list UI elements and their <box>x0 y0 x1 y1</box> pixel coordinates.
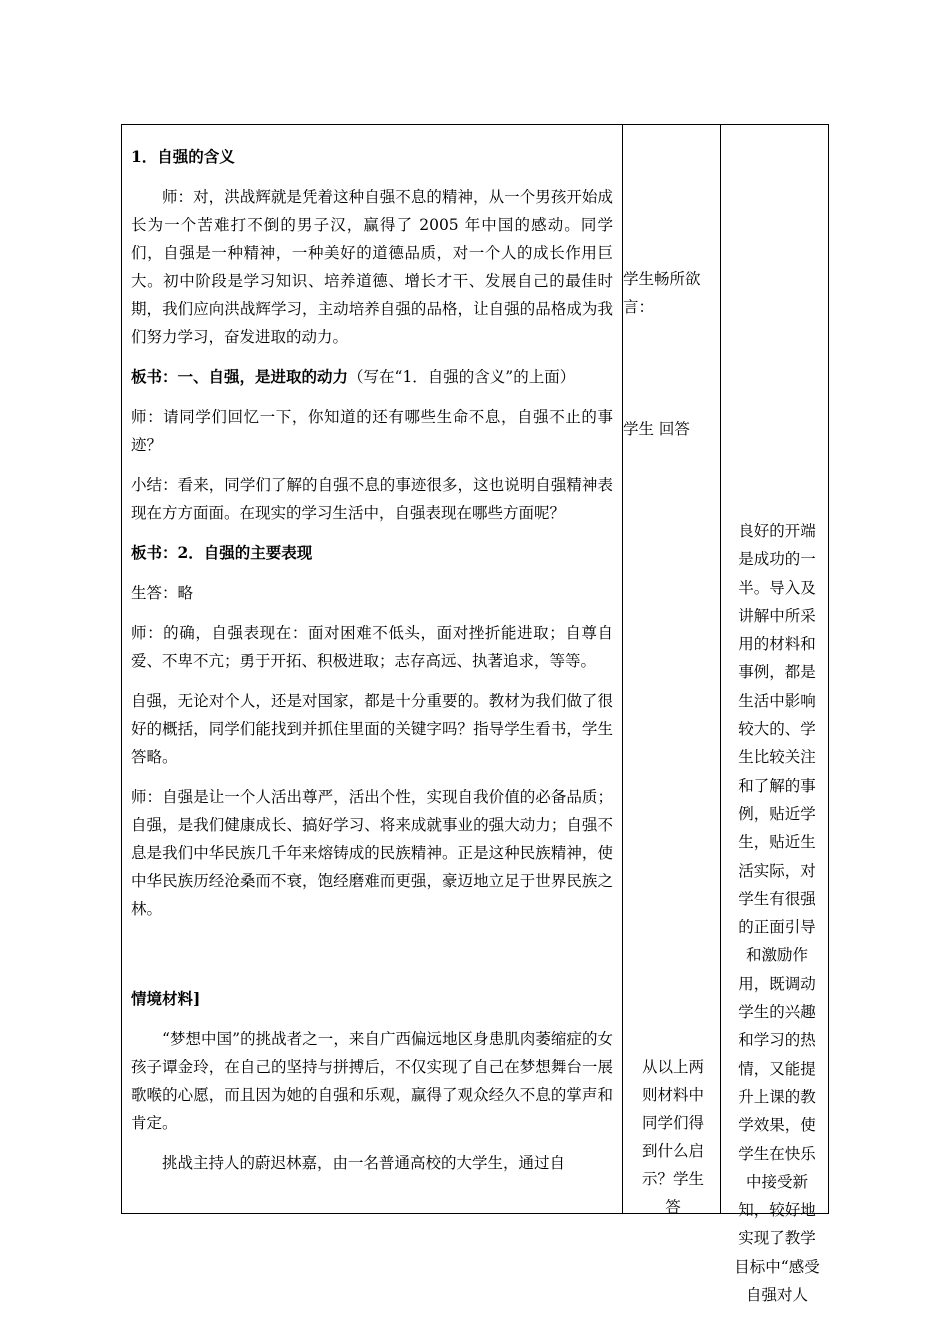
material-paragraph-2: 挑战主持人的蔚迟林嘉，由一名普通高校的大学生，通过自 <box>162 1154 566 1172</box>
board-note-1 <box>131 363 613 391</box>
section-heading-material: 情境材料] <box>131 989 201 1008</box>
summary-paragraph: 小结：看来，同学们了解的自强不息的事迹很多，这也说明自强精神表现在方方面面。在现实的学习生活中，自强表现在哪些方面呢？ <box>131 476 613 522</box>
teacher-question: 师：请同学们回忆一下，你知道的还有哪些生命不息，自强不止的事迹？ <box>131 408 613 454</box>
material-paragraph-1: “梦想中国”的挑战者之一，来自广西偏远地区身患肌肉萎缩症的女孩子谭金玲，在自己的坚持与拼搏后，不仅实现了自己在梦想舞台一展歌喉的心愿，而且因为她的自强和乐观，赢得了观众经久不息的掌声和肯定。 <box>131 1030 613 1132</box>
board-note-1-rest: （写在“1．自强的含义”的上面） <box>348 368 576 386</box>
lesson-table <box>121 124 829 1305</box>
student-note-1: 学生畅所欲言： <box>623 270 701 316</box>
teacher-paragraph-3: 师：自强是让一个人活出尊严，活出个性，实现自我价值的必备品质；自强，是我们健康成长、搞好学习、将来成就事业的强大动力；自强不息是我们中华民族几千年来熔铸成的民族精神。正是这种民族精神，使中华民族历经沧桑而不衰，饱经磨难而更强，豪迈地立足于世界民族之林。 <box>131 788 613 918</box>
main-column <box>131 143 613 1177</box>
board-note-2: 板书：2．自强的主要表现 <box>131 543 313 562</box>
column-divider-2 <box>720 125 721 1213</box>
student-note-2: 学生 回答 <box>623 420 690 438</box>
design-intent-note: 良好的开端是成功的一半。导入及讲解中所采用的材料和事例，都是生活中影响较大的、学生比较关注和了解的事例，贴近学生，贴近生活实际，对学生有很强的正面引导和激励作用，既调动学生的兴趣和学习的热情，又能提升上课的教学效果，使学生在快乐中接受新知，较好地实现了教学目标中“感受自强对人 <box>734 522 820 1305</box>
student-note-3: 从以上两则材料中同学们得到什么启示？学生答 <box>641 1058 704 1216</box>
self-strength-paragraph: 自强，无论对个人，还是对国家，都是十分重要的。教材为我们做了很好的概括，同学们能找到并抓住里面的关键字吗？指导学生看书，学生答略。 <box>131 692 613 766</box>
section-heading-meaning: 1．自强的含义 <box>131 147 235 166</box>
teacher-paragraph-2: 师：的确，自强表现在：面对困难不低头，面对挫折能进取；自尊自爱、不卑不亢；勇于开拓、积极进取；志存高远、执著追求，等等。 <box>131 624 613 670</box>
teacher-paragraph-1: 师：对，洪战辉就是凭着这种自强不息的精神，从一个男孩开始成长为一个苦难打不倒的男子汉，赢得了 2005 年中国的感动。同学们，自强是一种精神，一种美好的道德品质，对一个人的成长作用巨大。初中阶段是学习知识、培养道德、增长才干、发展自己的最佳时期，我们应向洪战辉学习，主动培养自强的品格，让自强的品格成为我们努力学习，奋发进取的动力。 <box>131 188 613 346</box>
board-note-1-bold: 板书：一、自强，是进取的动力 <box>131 367 349 386</box>
student-answer: 生答：略 <box>131 584 194 602</box>
